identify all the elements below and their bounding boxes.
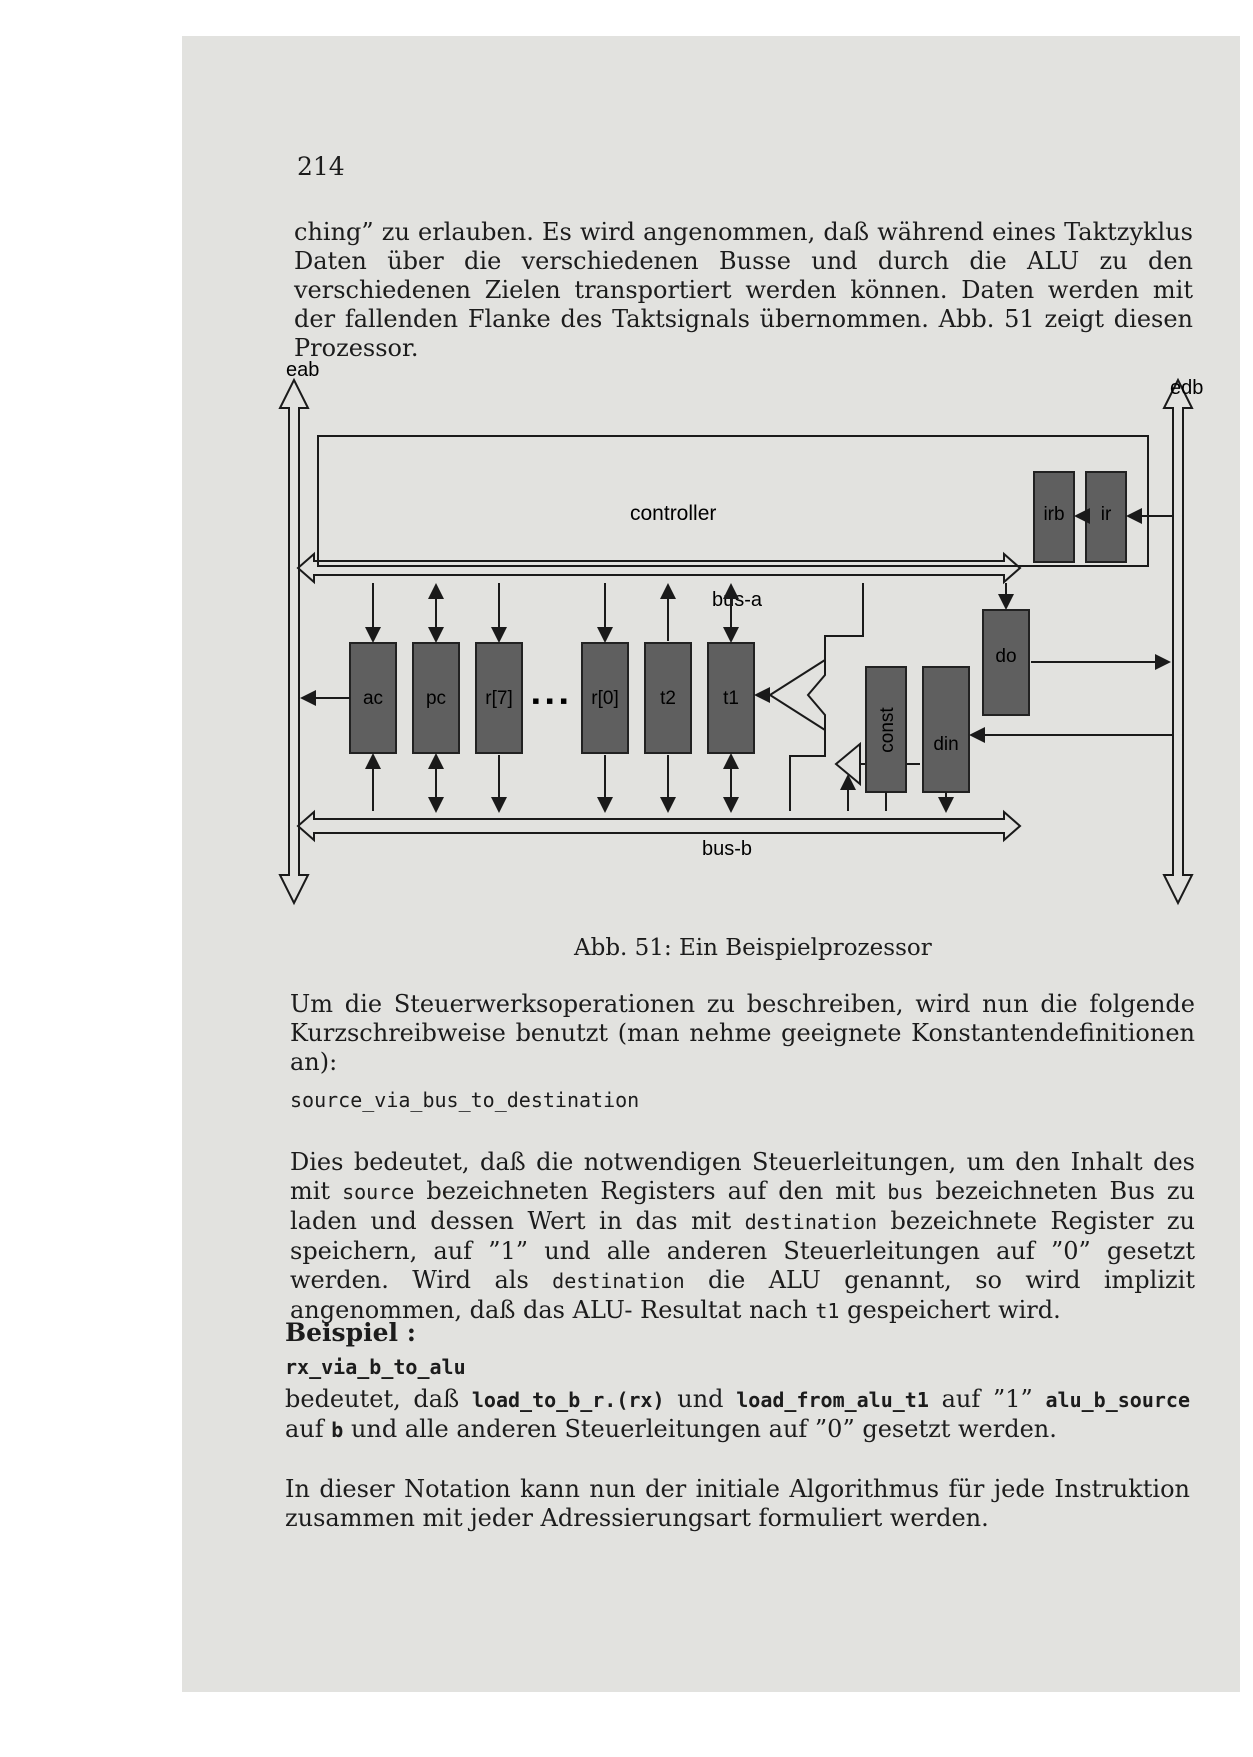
t2-label: t2 [660,688,676,709]
edb-bus-arrow [1164,380,1192,903]
paragraph-3: bedeutet, daß load_to_b_r.(rx) und load_from_alu_t1 auf ”1” alu_b_source auf b und alle anderen Steuerleitungen auf ”0” gesetzt werden. [285,1385,1191,1443]
register-pc [413,643,459,753]
eab-label: eab [286,359,320,381]
code-source-via-bus: source_via_bus_to_destination [290,1088,640,1112]
paragraph-2: Dies bedeutet, daß die notwendigen Steuerleitungen, um den Inhalt des mit source bezeichneten Registers auf den mit bus bezeichneten Bus zu laden und dessen Wert in das mit destination bezeichnete Register zu speichern, auf ”1” und alle anderen Steuerleitungen auf ”0” gesetzt werden. Wird als destination die ALU genannt, so wird implizit angenommen, daß das ALU- Resultat nach t1 gespeichert wird. [290,1148,1195,1324]
unit-do [983,610,1029,715]
r0-label: r[0] [591,688,619,709]
r7-label: r[7] [485,688,513,709]
alu-shape [756,583,863,811]
register-ac [350,643,396,753]
controller-box [318,436,1148,566]
bus-b-label: bus-b [702,838,753,860]
register-r0 [582,643,628,753]
t1-label: t1 [723,688,739,709]
controller-label: controller [630,502,717,525]
din-label: din [933,734,959,755]
code-rx-via-b: rx_via_b_to_alu [285,1355,466,1379]
ir-label: ir [1100,504,1112,525]
unit-din [923,667,969,792]
register-r7 [476,643,522,753]
irb-label: irb [1043,504,1065,525]
pc-label: pc [425,688,447,709]
register-ir [1086,472,1126,562]
do-label: do [995,646,1017,667]
intro-paragraph: ching” zu erlauben. Es wird angenommen, daß während eines Taktzyklus Daten über die verschiedenen Busse und durch die ALU zu den verschiedenen Zielen transportiert werden können. Daten werden mit der fallenden Flanke des Taktsignals übernommen. Abb. 51 zeigt diesen Prozessor. [294,218,1193,362]
register-ellipsis: ▪ ▪ ▪ [532,688,568,713]
bus-a-label: bus-a [712,589,763,611]
paragraph-4: In dieser Notation kann nun der initiale Algorithmus für jede Instruktion zusammen mit jeder Adressierungsart formuliert werden. [285,1475,1190,1532]
paragraph-1: Um die Steuerwerksoperationen zu beschreiben, wird nun die folgende Kurzschreibweise benutzt (man nehme geeignete Konstantendefinitionen an): [290,990,1195,1076]
page-number: 214 [297,152,345,181]
unit-const [866,667,906,792]
figure-caption: Abb. 51: Ein Beispielprozessor [574,935,932,961]
bus-a-arrow [298,554,1020,582]
eab-bus-arrow [280,380,308,903]
edb-label: edb [1170,377,1204,399]
register-t1 [708,643,754,753]
register-t2 [645,643,691,753]
ac-label: ac [362,688,384,709]
bus-b-arrow [298,812,1020,840]
example-heading: Beispiel : [285,1318,416,1347]
const-label: const [877,707,898,753]
register-irb [1034,472,1074,562]
processor-diagram [280,359,1204,930]
